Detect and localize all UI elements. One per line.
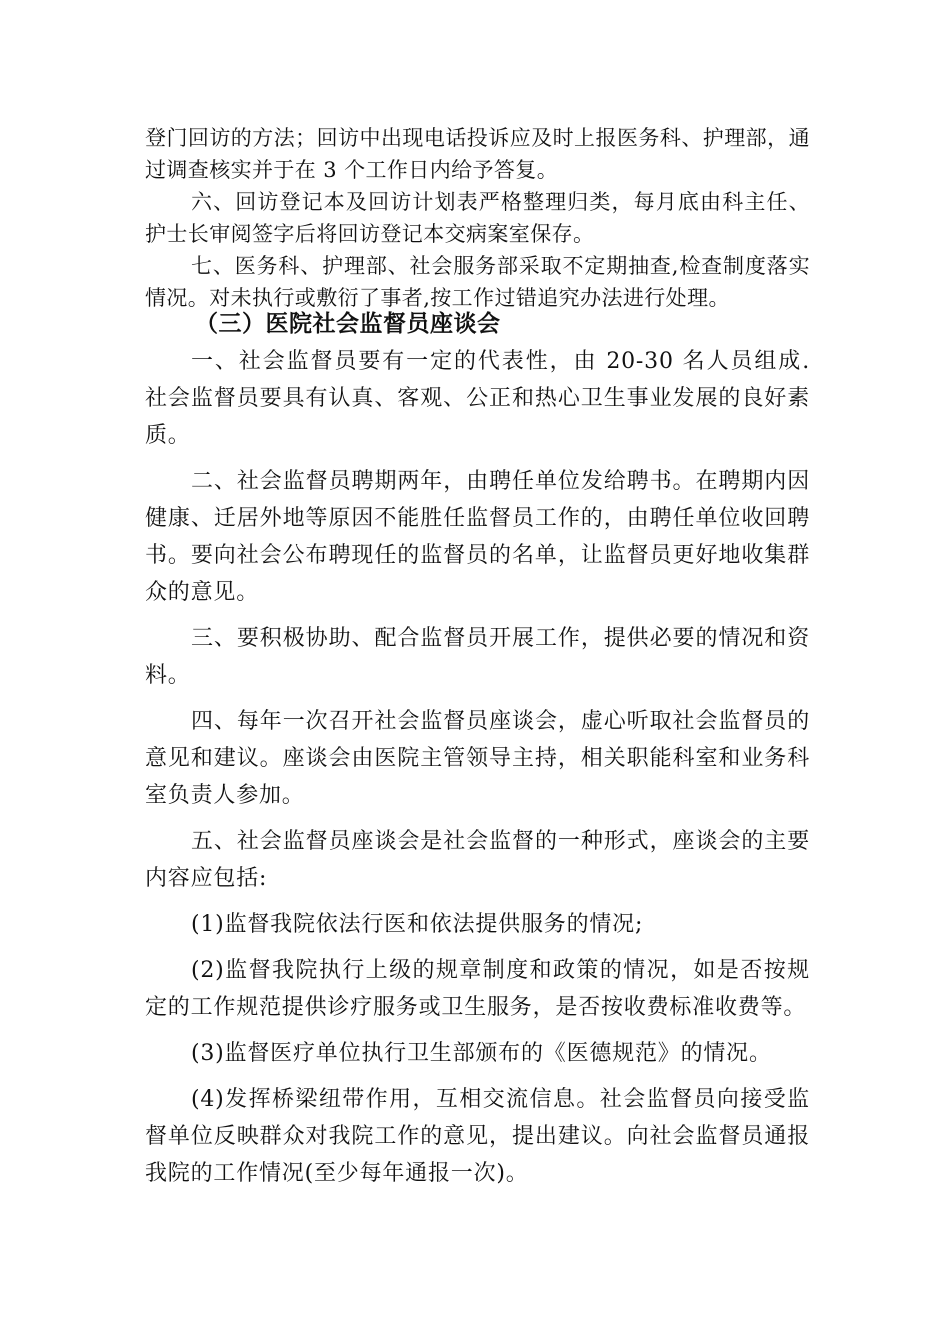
rule-item-6: 六、回访登记本及回访计划表严格整理归类，每月底由科主任、护士长审阅签字后将回访登记本交病案室保存。 — [145, 190, 810, 246]
list-item-1: (1)监督我院依法行医和依法提供服务的情况; — [191, 912, 644, 937]
continuation-text: 登门回访的方法；回访中出现电话投诉应及时上报医务科、护理部，通过调查核实并于在 3 个工作日内给予答复。 — [145, 126, 810, 182]
continuation-block — [145, 122, 810, 314]
paragraph-4: 四、每年一次召开社会监督员座谈会，虚心听取社会监督员的意见和建议。座谈会由医院主管领导主持，相关职能科室和业务科室负责人参加。 — [145, 709, 810, 808]
paragraph-2: 二、社会监督员聘期两年，由聘任单位发给聘书。在聘期内因健康、迁居外地等原因不能胜任监督员工作的，由聘任单位收回聘书。要向社会公布聘现任的监督员的名单，让监督员更好地收集群众的意见。 — [145, 469, 810, 605]
paragraph-5: 五、社会监督员座谈会是社会监督的一种形式，座谈会的主要内容应包括: — [145, 829, 810, 891]
rule-item-7: 七、医务科、护理部、社会服务部采取不定期抽查,检查制度落实情况。对未执行或敷衍了事者,按工作过错追究办法进行处理。 — [145, 254, 810, 310]
list-item-2: (2)监督我院执行上级的规章制度和政策的情况，如是否按规定的工作规范提供诊疗服务或卫生服务，是否按收费标准收费等。 — [145, 958, 810, 1020]
paragraph-1: 一、社会监督员要有一定的代表性，由 20-30 名人员组成. 社会监督员要具有认真、客观、公正和热心卫生事业发展的良好素质。 — [145, 349, 810, 448]
list-item-4: (4)发挥桥梁纽带作用，互相交流信息。社会监督员向接受监督单位反映群众对我院工作的意见，提出建议。向社会监督员通报我院的工作情况(至少每年通报一次)。 — [145, 1087, 810, 1186]
section-body — [145, 343, 810, 1201]
paragraph-3: 三、要积极协助、配合监督员开展工作，提供必要的情况和资料。 — [145, 626, 810, 688]
section-heading: （三）医院社会监督员座谈会 — [195, 311, 501, 337]
list-item-3: (3)监督医疗单位执行卫生部颁布的《医德规范》的情况。 — [191, 1041, 772, 1066]
